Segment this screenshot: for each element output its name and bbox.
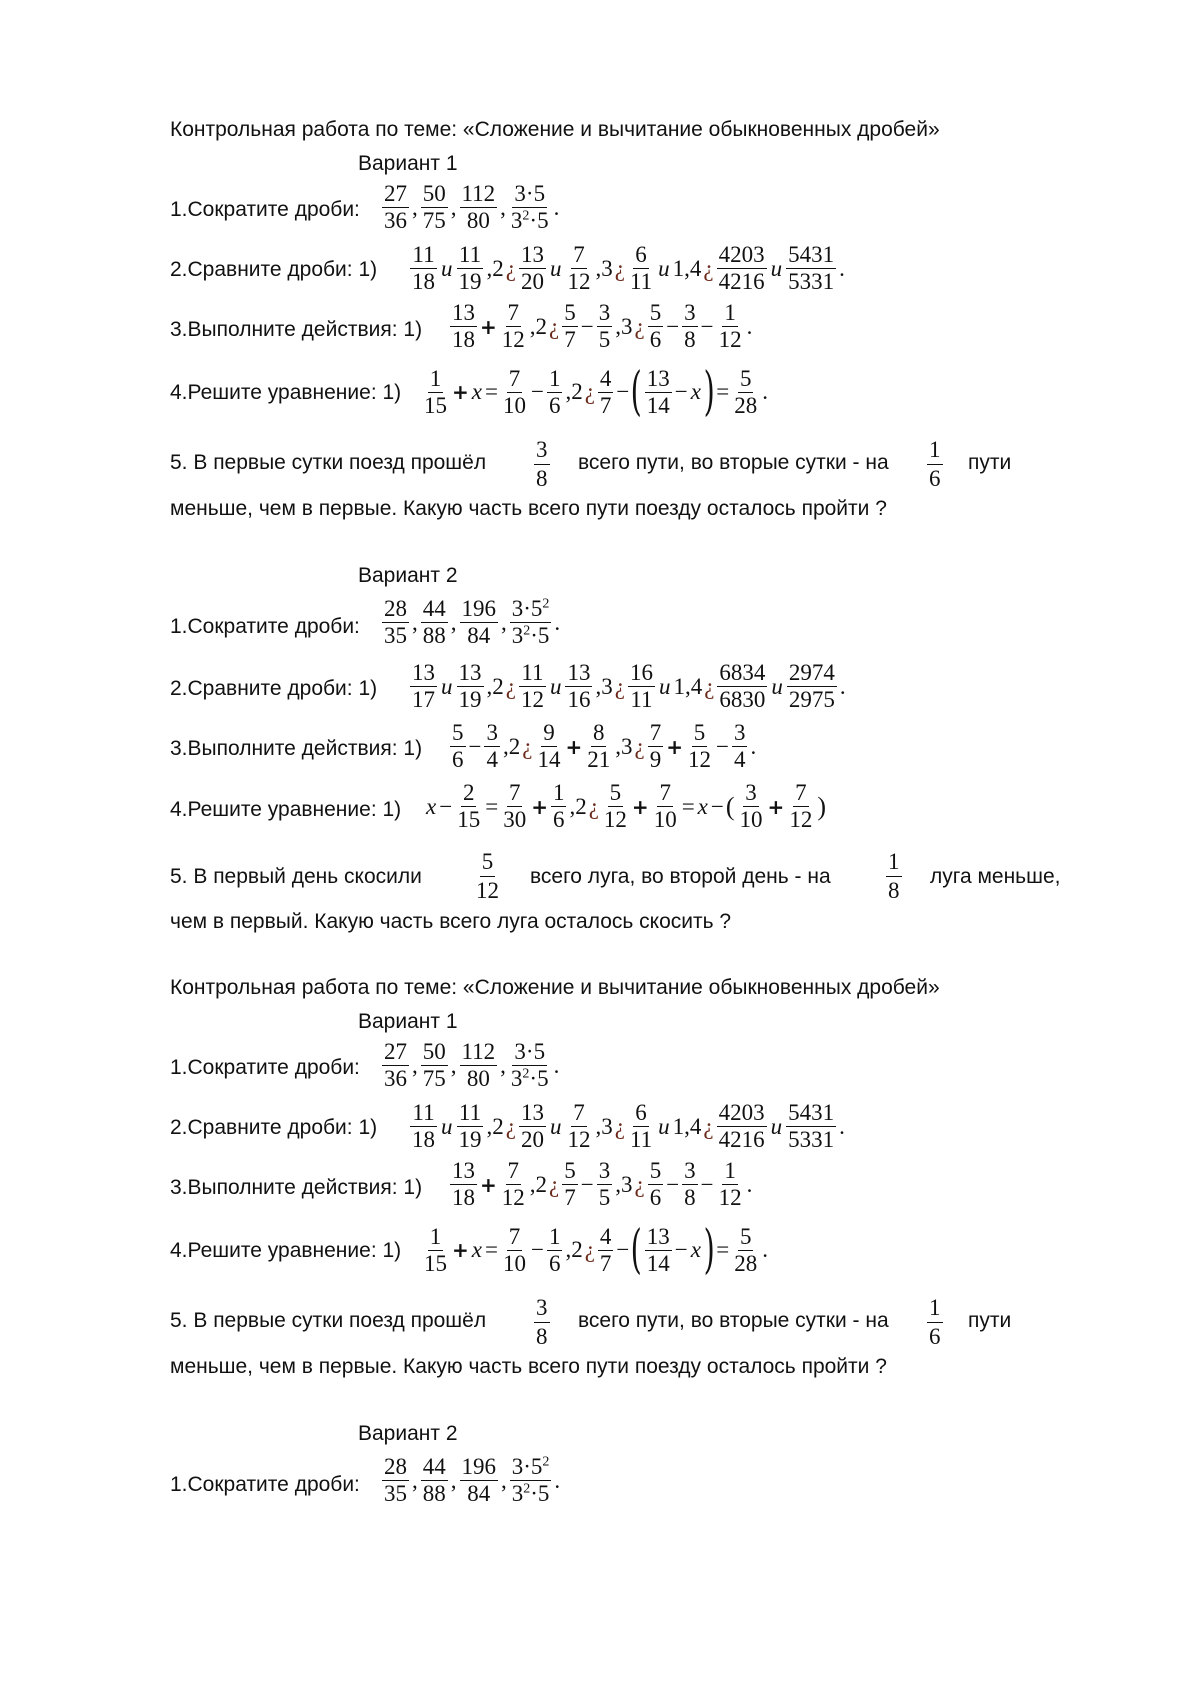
task-1-fractions: 27 36 , 50 75 , 112 80 , 3·5 $3^2\cdot 5$ .	[384, 181, 560, 233]
worksheet-title: Контрольная работа по теме: «Сложение и вычитание обыкновенных дробей»	[170, 976, 940, 999]
task-2-comparisons: 13 17 u 13 19 ,2 ¿ 11 12 u 13 16 ,3 ¿ 16 11 u 1,4 ¿ 6834 6830 u 2974 2975 .	[412, 660, 846, 712]
variant-label: Вариант 1	[358, 1010, 458, 1033]
task-4-label: 4.Решите уравнение: 1)	[170, 1239, 402, 1262]
task-5-fraction-1: 5 12	[476, 849, 499, 903]
task-5-text-a: 5. В первые сутки поезд прошёл	[170, 1309, 487, 1332]
task-4-equations: x − $\frac{2}{15}$ = $\frac{7}{30}$ + $\frac{1}{6}$ ,2 ¿ 5 12 + $\frac{7}{10}$ = x − ( 3 10 + $\frac{7}{12}$ )	[426, 780, 826, 832]
task-5-text-line2: меньше, чем в первые. Какую часть всего пути поезду осталось пройти ?	[170, 1355, 887, 1378]
task-5-fraction-2: 1 6	[929, 437, 941, 491]
task-4-equations: 1 15 + x = $\frac{7}{10}$ − $\frac{1}{6}$ ,2 ¿ 4 7 − ( 13 14 − x ) = $\frac{5}{28}$ .	[424, 1220, 768, 1280]
task-5-text-a: 5. В первые сутки поезд прошёл	[170, 451, 487, 474]
task-2-comparisons: 11 18 u 11 19 ,2 ¿ 13 20 u 7 12 ,3 ¿ 6 11 u 1,4 ¿ 4203 4216 u 5431 5331 .	[412, 1100, 845, 1152]
task-5-text-b: всего луга, во второй день - на	[530, 865, 831, 888]
task-3-label: 3.Выполните действия: 1)	[170, 1176, 423, 1199]
task-5-text-c: луга меньше,	[930, 865, 1061, 888]
task-3-expressions: 13 18 + $\frac{7}{12}$ ,2 ¿ 5 7 − $\frac{3}{5}$ ,3 ¿ 5 6 − $\frac{3}{8}$ − $\frac{1}{12}$ .	[452, 1158, 753, 1210]
task-5-fraction-2: 1 8	[888, 849, 900, 903]
variant-label: Вариант 1	[358, 152, 458, 175]
task-3-label: 3.Выполните действия: 1)	[170, 318, 423, 341]
task-5-text-c: пути	[968, 451, 1012, 474]
variant-label: Вариант 2	[358, 1422, 458, 1445]
task-1-label: 1.Сократите дроби:	[170, 615, 360, 638]
variant-label: Вариант 2	[358, 564, 458, 587]
worksheet-title: Контрольная работа по теме: «Сложение и вычитание обыкновенных дробей»	[170, 118, 940, 141]
task-1-fractions: 28 35 , 44 88 , 196 84 , $3\cdot 5^2$ $3^2\cdot 5$ .	[384, 1454, 561, 1506]
task-2-label: 2.Сравните дроби: 1)	[170, 1116, 378, 1139]
task-1-label: 1.Сократите дроби:	[170, 1056, 360, 1079]
task-3-expressions: 5 6 − $\frac{3}{4}$ ,2 ¿ 9 14 + $\frac{8}{21}$ ,3 ¿ 7 9 + $\frac{5}{12}$ − $\frac{3}{4}$ .	[452, 720, 757, 772]
task-2-comparisons: 11 18 u 11 19 ,2 ¿ 13 20 u 7 12 ,3 ¿ 6 11 u 1,4 ¿ 4203 4216 u 5431 5331 .	[412, 242, 845, 294]
task-3-expressions: 13 18 + $\frac{7}{12}$ ,2 ¿ 5 7 − $\frac{3}{5}$ ,3 ¿ 5 6 − $\frac{3}{8}$ − $\frac{1}{12}$ .	[452, 300, 753, 352]
task-4-equations: 1 15 + x = $\frac{7}{10}$ − $\frac{1}{6}$ ,2 ¿ 4 7 − ( 13 14 − x ) = $\frac{5}{28}$ .	[424, 362, 768, 422]
task-5-fraction-2: 1 6	[929, 1295, 941, 1349]
task-5-text-b: всего пути, во вторые сутки - на	[578, 451, 889, 474]
task-1-label: 1.Сократите дроби:	[170, 198, 360, 221]
task-1-label: 1.Сократите дроби:	[170, 1473, 360, 1496]
task-1-fractions: 27 36 , 50 75 , 112 80 , 3·5 $3^2\cdot 5$ .	[384, 1039, 560, 1091]
task-5-fraction-1: 3 8	[536, 1295, 548, 1349]
task-2-label: 2.Сравните дроби: 1)	[170, 258, 378, 281]
task-5-text-line2: чем в первый. Какую часть всего луга осталось скосить ?	[170, 910, 732, 933]
task-2-label: 2.Сравните дроби: 1)	[170, 677, 378, 700]
task-5-fraction-1: 3 8	[536, 437, 548, 491]
task-5-text-line2: меньше, чем в первые. Какую часть всего пути поезду осталось пройти ?	[170, 497, 887, 520]
task-4-label: 4.Решите уравнение: 1)	[170, 798, 402, 821]
task-3-label: 3.Выполните действия: 1)	[170, 737, 423, 760]
task-5-text-c: пути	[968, 1309, 1012, 1332]
task-4-label: 4.Решите уравнение: 1)	[170, 381, 402, 404]
task-5-text-b: всего пути, во вторые сутки - на	[578, 1309, 889, 1332]
task-1-fractions: 28 35 , 44 88 , 196 84 , $3\cdot 5^2$ $3^2\cdot 5$ .	[384, 596, 561, 648]
task-5-text-a: 5. В первый день скосили	[170, 865, 422, 888]
